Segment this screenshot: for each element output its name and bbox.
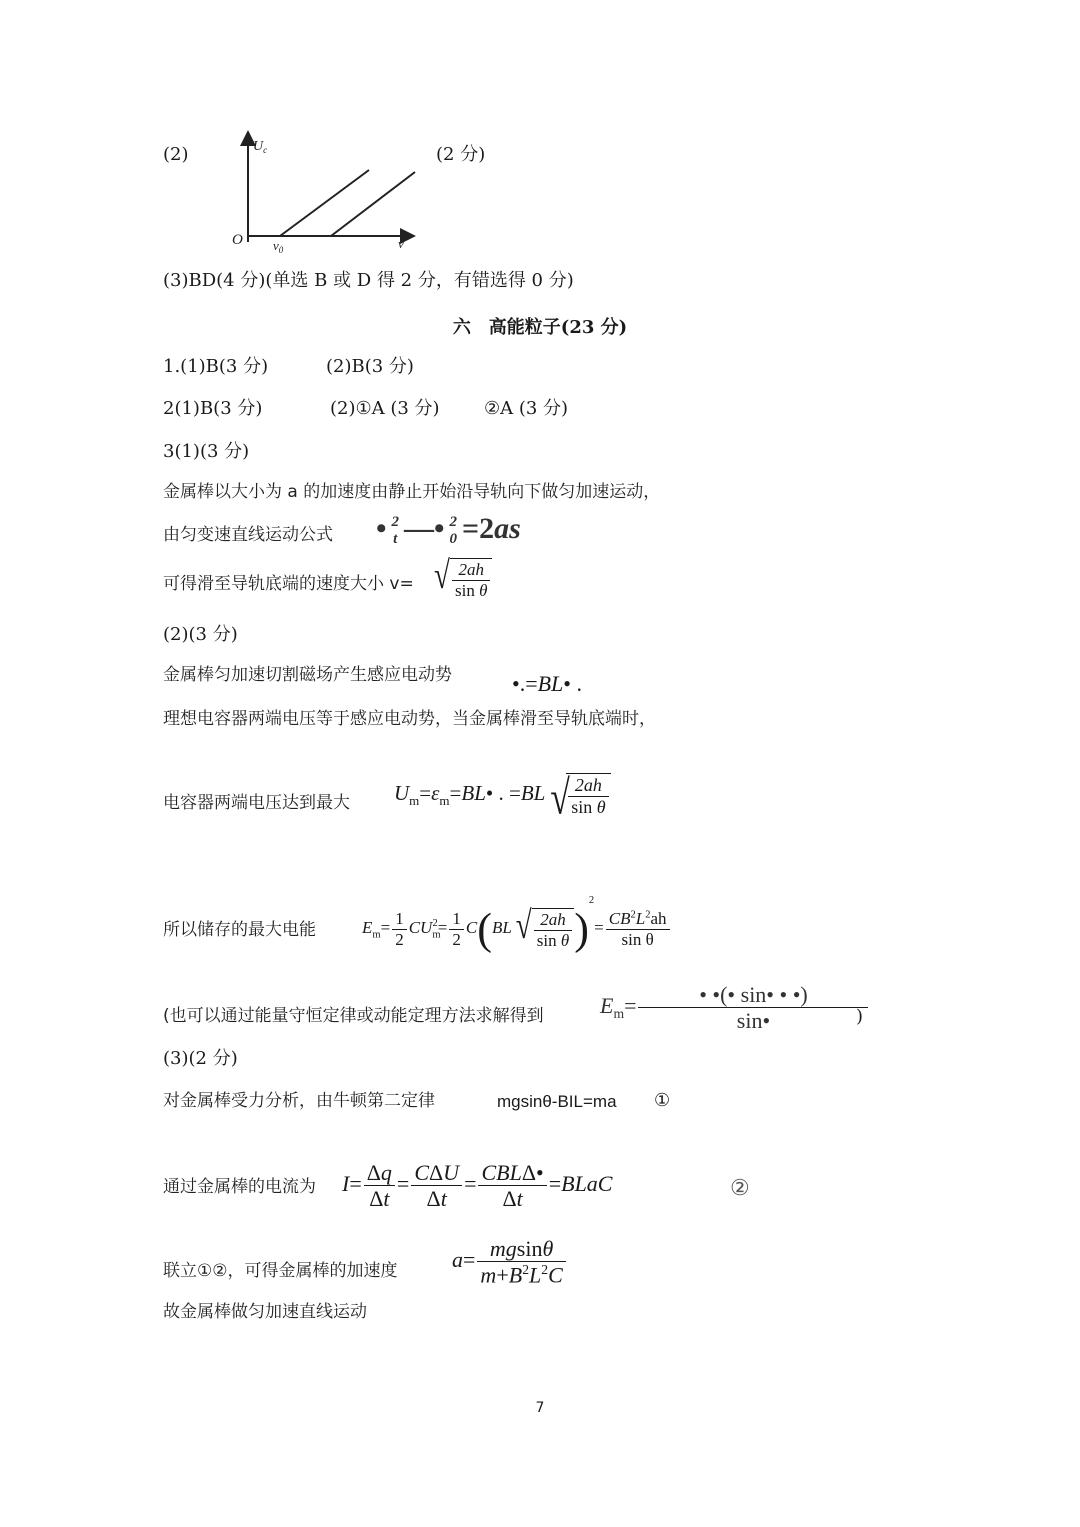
marker-2: ②: [730, 1176, 750, 1201]
text-line-5: 理想电容器两端电压等于感应电动势，当金属棒滑至导轨底端时，: [163, 709, 656, 729]
marker-1: ①: [654, 1090, 671, 1111]
q2-part2a: (2)①A (3 分): [330, 398, 440, 419]
emf-formula: •.=BL• .: [512, 671, 582, 696]
x-axis-label: v: [398, 236, 404, 251]
text-line-3: 可得滑至导轨底端的速度大小 v=: [163, 574, 414, 594]
current-formula: I= $\frac{\Delta q}{\Delta t}$ = $\frac{\text{CΔU}}{\Delta t}$ = $\frac{\text{CBLΔ•}}{\Delta t}$ =BLaC: [342, 1160, 613, 1212]
text-line-6: 电容器两端电压达到最大: [163, 793, 350, 813]
acceleration-formula: a= $\frac{mgsin\theta}{m+B^2L^2C}$: [452, 1236, 568, 1288]
part2-score: (2 分): [436, 144, 486, 165]
q2-part1: 2(1)B(3 分): [163, 398, 263, 419]
text-line-8-close: ): [856, 1006, 864, 1027]
max-voltage-formula: $U_m=\varepsilon_m=BL•$ . =BL √ $\frac{2ah}{\text{sin θ}}$: [394, 773, 611, 817]
text-line-10: 通过金属棒的电流为: [163, 1177, 316, 1197]
section-title: 六 高能粒子(23 分): [452, 317, 628, 338]
graph-line-2: [331, 172, 415, 236]
page-number: 7: [535, 1400, 545, 1416]
text-line-8: (也可以通过能量守恒定律或动能定理方法求解得到: [163, 1006, 544, 1026]
y-axis-label: $U_c$: [253, 139, 268, 155]
max-energy-formula: $E_m=$ $\frac{1}{2}$ $CU_m^2=$ $\frac{1}{2}$ C(BL √ $\frac{2ah}{\text{sin θ}}$ )$^2$= $\frac{CB^2L^2ah}{\text{sin θ}}$: [362, 895, 672, 955]
q1-part1: 1.(1)B(3 分): [163, 356, 269, 377]
part2-label: (2): [163, 144, 189, 165]
text-line-1: 金属棒以大小为 a 的加速度由静止开始沿导轨向下做匀加速运动，: [163, 482, 661, 502]
velocity-formula: √ $\frac{2ah}{\text{sin θ}}$: [434, 558, 492, 600]
q3-part2-label: (2)(3 分): [163, 624, 238, 645]
origin-label: O: [232, 232, 243, 248]
text-line-9: 对金属棒受力分析，由牛顿第二定律: [163, 1091, 435, 1111]
q1-part2: (2)B(3 分): [326, 356, 414, 377]
v0-label: $v_0$: [273, 238, 284, 255]
graph-line-1: [280, 170, 369, 236]
newton-equation: mgsinθ-BIL=ma: [497, 1092, 617, 1111]
text-line-11: 联立①②，可得金属棒的加速度: [163, 1261, 398, 1281]
q3-part1-label: 3(1)(3 分): [163, 441, 250, 462]
kinematics-formula: • 2 t —• 2 0 =2as: [376, 512, 521, 548]
text-line-2: 由匀变速直线运动公式: [163, 525, 333, 545]
q2-part2b: ②A (3 分): [484, 398, 569, 419]
q3-part3-label: (3)(2 分): [163, 1048, 238, 1069]
text-line-12: 故金属棒做匀加速直线运动: [163, 1302, 367, 1322]
alt-energy-formula: $E_m=$ $\frac{• •(• \sin• • •)}{\sin•}$: [600, 982, 870, 1034]
part3-answer: (3)BD(4 分)(单选 B 或 D 得 2 分，有错选得 0 分): [163, 270, 574, 291]
text-line-4: 金属棒匀加速切割磁场产生感应电动势: [163, 665, 452, 685]
uc-v-graph: [228, 130, 428, 260]
text-line-7: 所以储存的最大电能: [163, 920, 316, 940]
